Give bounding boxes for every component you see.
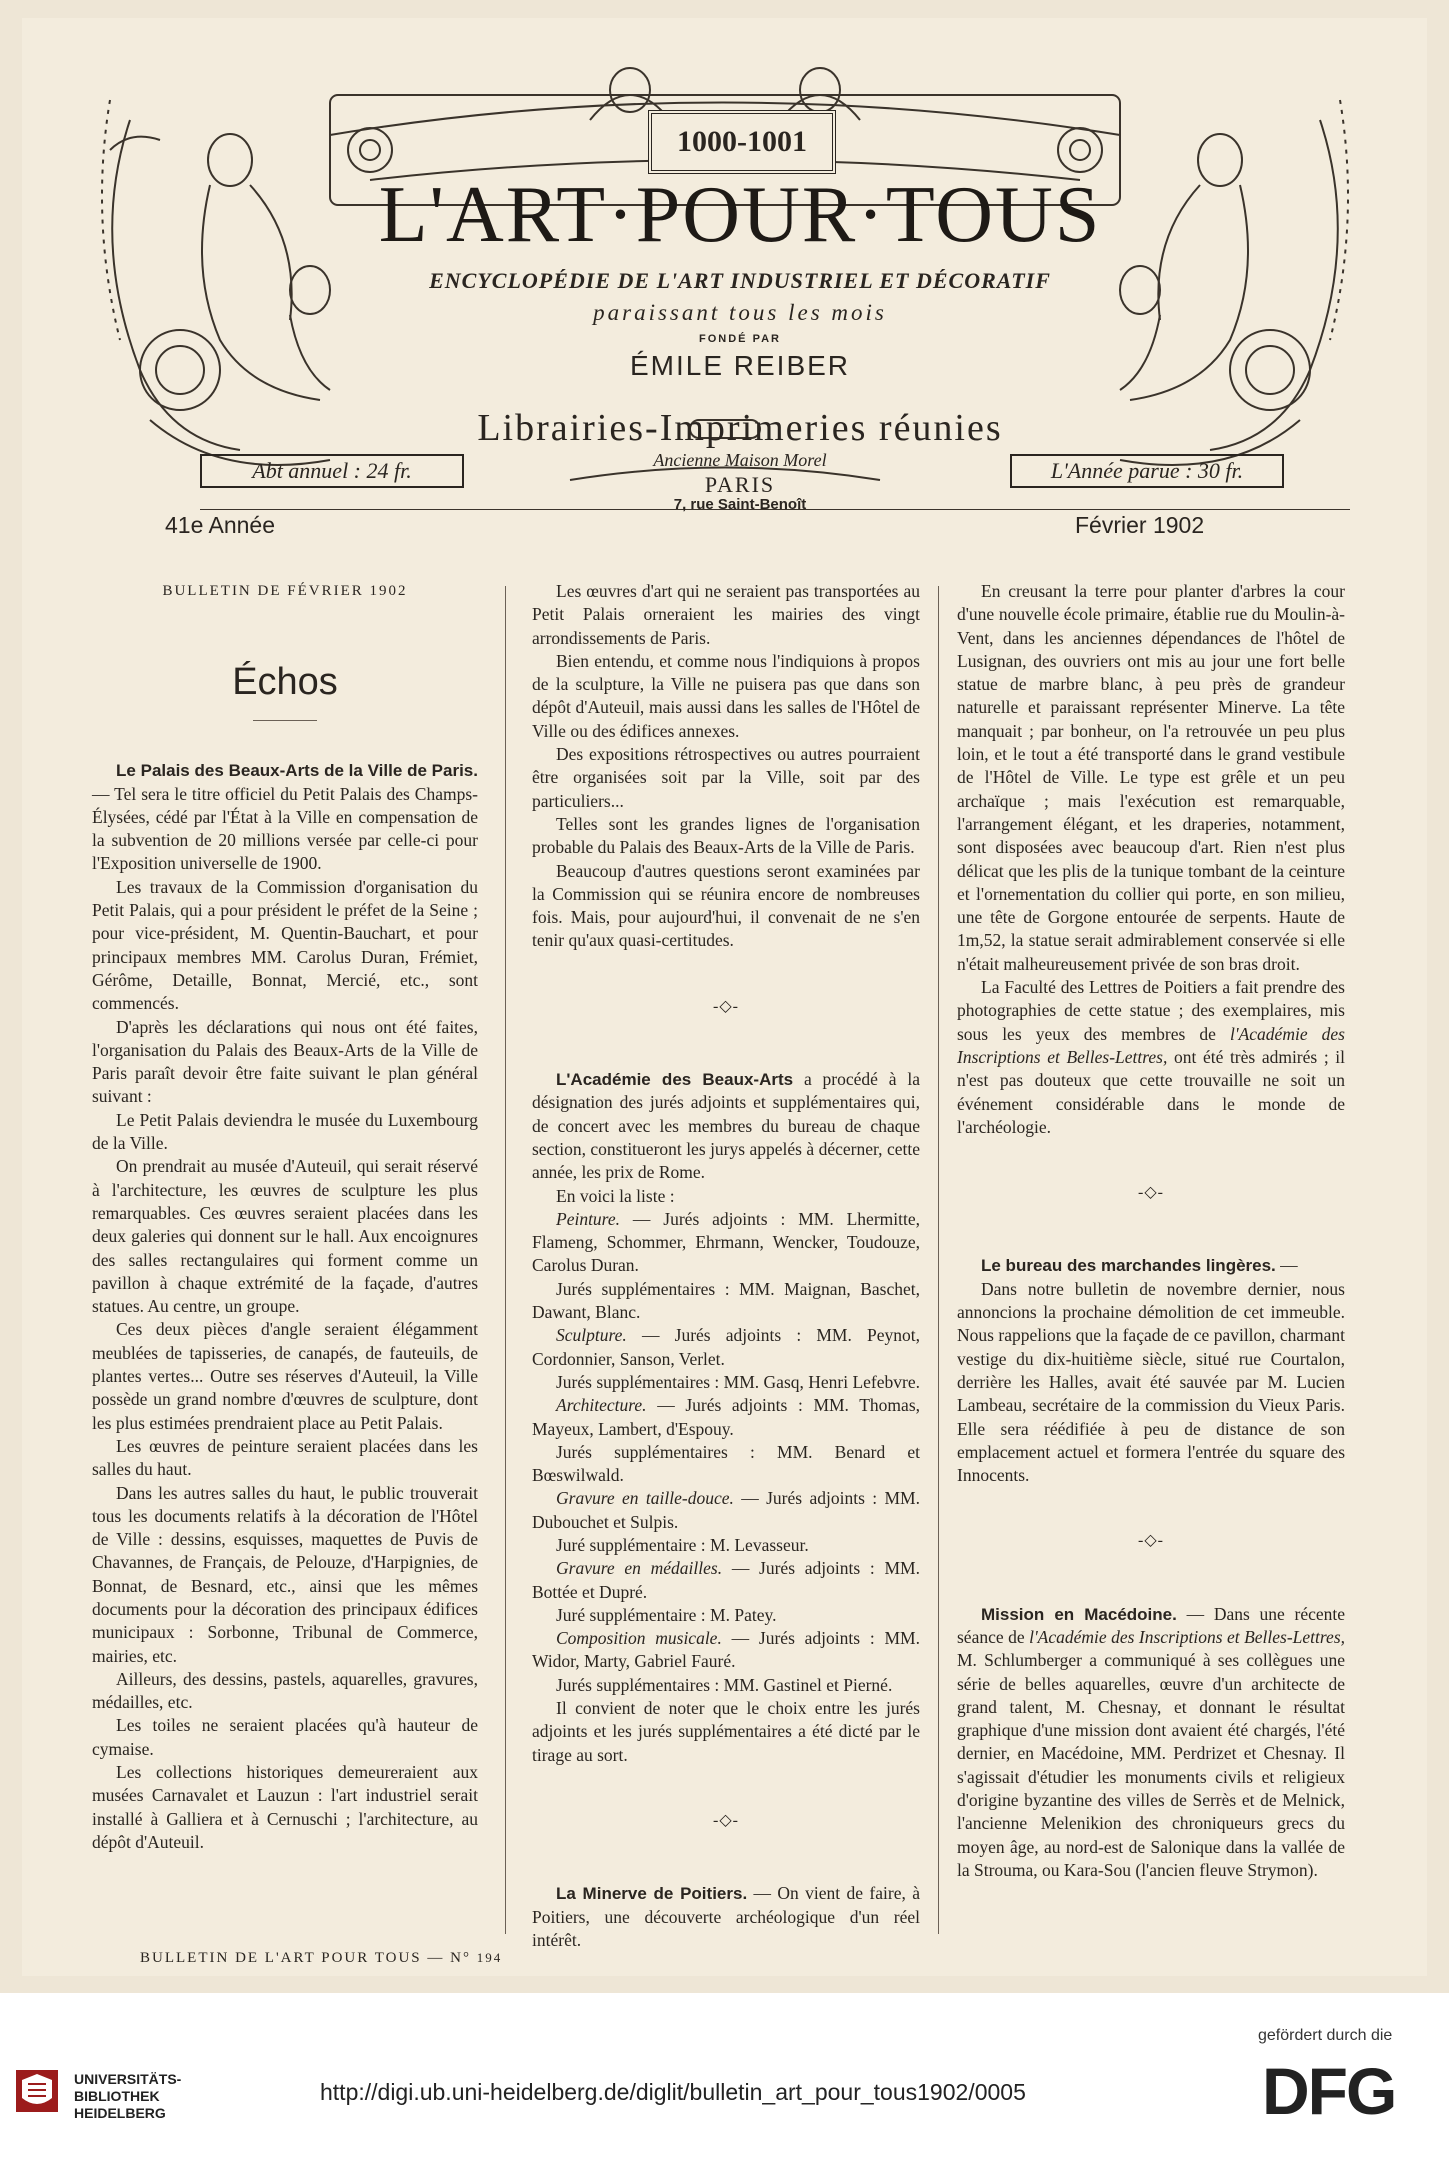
article-paragraph: D'après les déclarations qui nous ont été faites, l'organisation du Palais des Beaux-Arts de la Ville de Paris paraît devoir être faite suivant le plan général suivant : xyxy=(92,1016,478,1107)
jury-entry: Jurés supplémentaires : MM. Benard et Bœswilwald. xyxy=(532,1441,920,1486)
article-paragraph: Dans notre bulletin de novembre dernier, nous annoncions la prochaine démolition de cet immeuble. Nous rappelions que la façade de ce pavillon, charmant vestige du dix-huitième siècle, situé rue Courtalon, derrière les Halles, avait été sauvée par M. Lucien Lambeau, secrétaire de la commission du Vieux Paris. Elle sera réédifiée à peu de distance de son emplacement actuel et formera l'entrée du square des Innocents. xyxy=(957,1278,1345,1486)
article-paragraph: Ces deux pièces d'angle seraient élégamment meublées de tapisseries, de canapés, de fauteuils, de plantes vertes... Outre ses réserves d'Auteuil, la Ville possède un grand nombre d'œuvres de sculpture, dont les plus estimées prendraient place au Petit Palais. xyxy=(92,1319,478,1433)
article-paragraph: Telles sont les grandes lignes de l'organisation probable du Palais des Beaux-Arts de la Ville de Paris. xyxy=(532,813,920,858)
article-paragraph: Il convient de noter que le choix entre les jurés adjoints et les jurés supplémentaires a été dicté par le tirage au sort. xyxy=(532,1698,920,1765)
article-paragraph: Bien entendu, et comme nous l'indiquions à propos de la sculpture, la Ville ne puisera pas que dans son dépôt d'Auteuil, mais aussi dans les salles de l'Hôtel de Ville ou des édifices annexes. xyxy=(532,650,920,741)
column-2 xyxy=(532,580,920,1952)
article-paragraph: Les toiles ne seraient placées qu'à hauteur de cymaise. xyxy=(92,1715,478,1759)
publisher-formerly: Ancienne Maison Morel xyxy=(653,450,827,470)
subscription-price: Abt annuel : 24 fr. xyxy=(200,454,464,488)
publication-frequency: paraissant tous les mois xyxy=(593,300,887,325)
jury-entry: Sculpture. — Jurés adjoints : MM. Peynot, Cordonnier, Sanson, Verlet. xyxy=(532,1325,921,1369)
section-separator: -◇- xyxy=(713,1811,739,1829)
founder-name: ÉMILE REIBER xyxy=(629,350,851,381)
bulletin-heading: BULLETIN DE FÉVRIER 1902 xyxy=(162,583,408,599)
funding-label: gefördert durch die xyxy=(1258,2027,1393,2044)
jury-entry: Gravure en taille-douce. — Jurés adjoints : MM. Dubouchet et Sulpis. xyxy=(532,1488,920,1532)
jury-entry: Juré supplémentaire : M. Levasseur. xyxy=(556,1534,809,1555)
article-heading: L'Académie des Beaux-Arts xyxy=(556,1070,794,1090)
column-3 xyxy=(957,580,1345,1882)
article-paragraph: Les œuvres d'art qui ne seraient pas transportées au Petit Palais orneraient les mairies des vingt arrondissements de Paris. xyxy=(532,581,920,648)
jury-entry: Peinture. — Jurés adjoints : MM. Lhermitte, Flameng, Schommer, Ehrmann, Wencker, Toudouze, Carolus Duran. xyxy=(532,1208,920,1276)
university-library-name: UNIVERSITÄTS- BIBLIOTHEK HEIDELBERG xyxy=(74,2071,182,2121)
article-heading: Le Palais des Beaux-Arts de la Ville de Paris. xyxy=(116,761,478,781)
article-paragraph: Ailleurs, des dessins, pastels, aquarelles, gravures, médailles, etc. xyxy=(92,1668,478,1713)
publisher-name: Librairies-Imprimeries réunies xyxy=(477,407,1003,449)
article-paragraph: Le bureau des marchandes lingères. — xyxy=(981,1255,1298,1276)
digitization-strip xyxy=(0,1993,1449,2165)
journal-title: L'ART·POUR·TOUS xyxy=(378,171,1102,259)
article-paragraph: La Minerve de Poitiers. — On vient de faire, à Poitiers, une découverte archéologique d'un réel intérêt. xyxy=(532,1883,920,1950)
article-paragraph: L'Académie des Beaux-Arts a procédé à la désignation des jurés adjoints et supplémentaires qui, de concert avec les membres du bureau de chaque section, constitueront les jurys appelés à décerner, cette année, les prix de Rome. xyxy=(532,1069,921,1183)
article-paragraph: Les œuvres de peinture seraient placées dans les salles du haut. xyxy=(92,1435,478,1480)
jury-entry: Jurés supplémentaires : MM. Maignan, Baschet, Dawant, Blanc. xyxy=(532,1278,920,1323)
jury-entry: Composition musicale. — Jurés adjoints : MM. Widor, Marty, Gabriel Fauré. xyxy=(532,1628,920,1672)
article-heading: La Minerve de Poitiers. xyxy=(556,1884,748,1904)
title-rule xyxy=(253,720,317,721)
section-separator: -◇- xyxy=(1138,1184,1164,1202)
article-paragraph: La Faculté des Lettres de Poitiers a fait prendre des photographies de cette statue ; des exemplaires, mis sous les yeux des membres de l'Académie des Inscriptions et Belles-Lettres, ont été très admirés ; il n'est pas douteux que cette trouvaille ne soit un événement considérable dans le monde de l'archéologie. xyxy=(957,977,1346,1137)
back-issue-price: L'Année parue : 30 fr. xyxy=(1010,454,1284,488)
journal-subtitle: ENCYCLOPÉDIE DE L'ART INDUSTRIEL ET DÉCORATIF xyxy=(429,268,1051,293)
article-heading: Mission en Macédoine. xyxy=(981,1604,1177,1624)
section-separator: -◇- xyxy=(1138,1532,1164,1550)
issue-footer-number: 194 xyxy=(476,1950,503,1965)
article-paragraph: Des expositions rétrospectives ou autres pourraient être organisées soit par la Ville, soit par des particuliers... xyxy=(532,744,920,811)
column-rule xyxy=(505,586,506,1934)
issue-number: 1000-1001 xyxy=(648,110,836,174)
article-paragraph: En creusant la terre pour planter d'arbres la cour d'une nouvelle école primaire, établie rue du Moulin-à-Vent, dans les anciennes dépendances de l'hôtel de Lusignan, des ouvriers ont mis au jour une fort belle statue de marbre blanc, à peu près de grandeur naturelle et paraissant représenter Minerve. La tête manquait ; par bonheur, on l'a retrouvée un peu plus loin, et le tout a été transporté dans le grand vestibule de l'Hôtel de Ville. Le type est grêle et un peu archaïque ; mais l'exécution est remarquable, l'arrangement élégant, et les draperies, notamment, sont disposées avec beaucoup d'art. Rien n'est plus délicat que les plis de la tunique tombant de la ceinture et l'ornementation du collier qui porte, en son milieu, une tête de Gorgone entourée de serpents. Haute de 1m,52, la statue serait admirablement conservée si elle n'était malheureusement privée de son bras droit. xyxy=(957,581,1345,974)
article-paragraph: Dans les autres salles du haut, le public trouverait tous les documents relatifs à la décoration de l'Hôtel de Ville : dessins, esquisses, maquettes de Puvis de Chavannes, de Français, de Pelouze, d'Harpignies, de Bonnat, de Besnard, etc., ainsi que les mêmes documents pour la décoration des principaux édifices municipaux : Sorbonne, Tribunal de Commerce, mairies, etc. xyxy=(92,1482,478,1666)
jury-entry: Architecture. — Jurés adjoints : MM. Thomas, Mayeux, Lambert, d'Espouy. xyxy=(532,1395,921,1439)
article-paragraph: Les collections historiques demeureraient aux musées Carnavalet et Lauzun : l'art industriel serait installé à Galliera et à Cernuschi ; l'architecture, au dépôt d'Auteuil. xyxy=(92,1762,478,1852)
publisher-address: 7, rue Saint-Benoît xyxy=(673,496,807,513)
article-paragraph: En voici la liste : xyxy=(556,1185,675,1206)
founded-by-label: FONDÉ PAR xyxy=(699,333,781,345)
jury-entry: Gravure en médailles. — Jurés adjoints : MM. Bottée et Dupré. xyxy=(532,1558,920,1602)
page-footer: BULLETIN DE L'ART POUR TOUS — N° 194 xyxy=(140,1950,503,1966)
column-1 xyxy=(92,580,478,1854)
section-title: Échos xyxy=(232,661,338,704)
column-rule xyxy=(938,586,939,1934)
jury-entry: Jurés supplémentaires : MM. Gastinel et Pierné. xyxy=(556,1674,893,1695)
article-paragraph: Le Petit Palais deviendra le musée du Luxembourg de la Ville. xyxy=(92,1109,478,1154)
article-paragraph: Le Palais des Beaux-Arts de la Ville de Paris. — Tel sera le titre officiel du Petit Palais des Champs-Élysées, cédé par l'État à la Ville en compensation de la subvention de 20 millions versée par celle-ci pour l'Exposition universelle de 1900. xyxy=(92,761,478,874)
article-paragraph: Les travaux de la Commission d'organisation du Petit Palais, qui a pour président le préfet de la Seine ; pour vice-président, M. Quentin-Bauchart, et pour principaux membres MM. Carolus Duran, Frémiet, Gérôme, Detaille, Bonnat, Mercié, etc., sont commencés. xyxy=(92,876,478,1014)
article-heading: Le bureau des marchandes lingères. xyxy=(981,1256,1276,1276)
university-seal-icon xyxy=(14,2068,60,2114)
publisher-city: PARIS xyxy=(704,472,776,497)
article-paragraph: On prendrait au musée d'Auteuil, qui serait réservé à l'architecture, les œuvres de sculpture les plus remarquables. Ces œuvres seraient placées dans les deux galeries qui donnent sur le hall. Aux encoignures des salles rectangulaires qui forment comme un pavillon à chaque extrémité de la façade, d'autres statues. Au centre, un groupe. xyxy=(92,1156,478,1317)
jury-entry: Jurés supplémentaires : MM. Gasq, Henri Lefebvre. xyxy=(556,1371,920,1392)
issue-date: Février 1902 xyxy=(1075,512,1205,538)
section-separator: -◇- xyxy=(713,997,739,1015)
dfg-logo: DFG xyxy=(1262,2054,1396,2128)
digital-copy-url[interactable]: http://digi.ub.uni-heidelberg.de/diglit/bulletin_art_pour_tous1902/0005 xyxy=(320,2079,1026,2105)
article-paragraph: Beaucoup d'autres questions seront examinées par la Commission qui se réunira encore de nombreuses fois. Mais, pour aujourd'hui, il convenait de ne s'en tenir qu'aux quasi-certitudes. xyxy=(532,860,920,951)
article-paragraph: Mission en Macédoine. — Dans une récente séance de l'Académie des Inscriptions et Belles-Lettres, M. Schlumberger a communiqué à ses collègues une série de belles aquarelles, œuvre d'un architecte de grand talent, M. Chesnay, et donnant le résultat graphique d'une mission dont avaient été chargés, l'été dernier, en Macédoine, MM. Perdrizet et Chesnay. Il s'agissait d'étudier les monuments civils et religieux d'origine byzantine des villes de Serrès et de Melnick, l'ancienne Melenikion des chroniqueurs grecs du moyen âge, au nord-est de Salonique dans la vallée de la Strouma, ou Kara-Sou (l'ancien fleuve Strymon). xyxy=(957,1603,1346,1880)
volume-year: 41e Année xyxy=(165,512,276,538)
jury-entry: Juré supplémentaire : M. Patey. xyxy=(556,1604,777,1625)
